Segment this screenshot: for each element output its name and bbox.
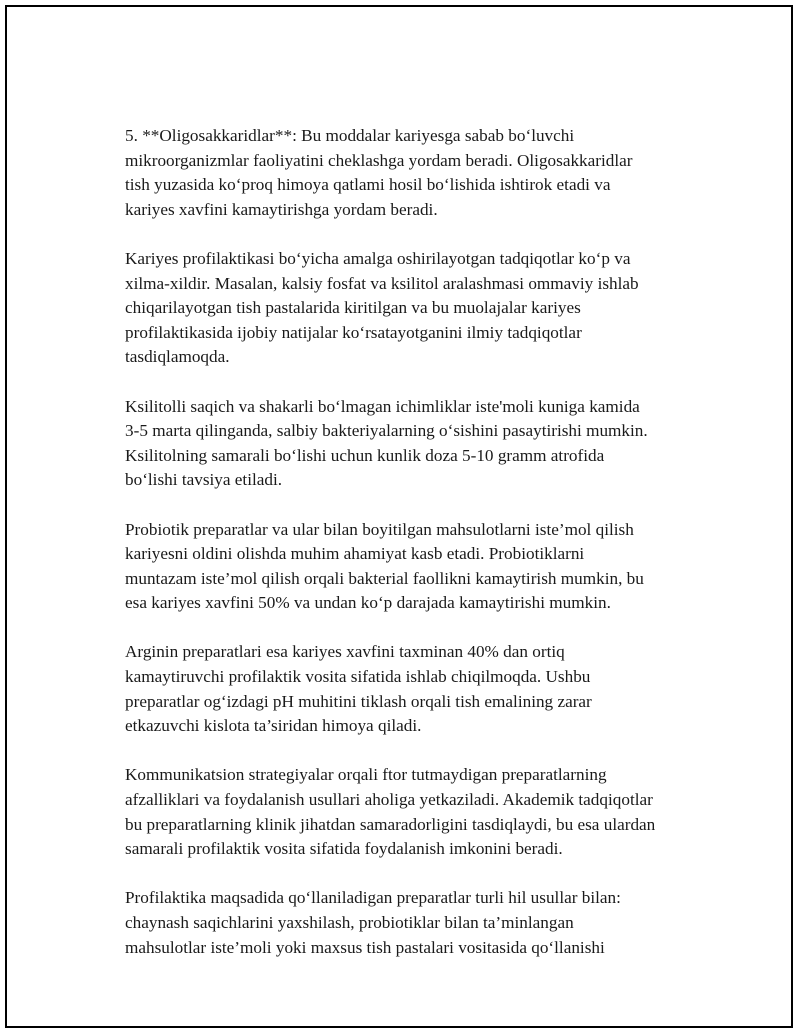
paragraph-xylitol	[125, 395, 725, 493]
text-line: chiqarilayotgan tish pastalarida kiritilgan va bu muolajalar kariyes	[125, 298, 581, 318]
text-line: profilaktikasida ijobiy natijalar ko‘rsatayotganini ilmiy tadqiqotlar	[125, 322, 582, 342]
text-line: kariyesni oldini olishda muhim ahamiyat kasb etadi. Probiotiklarni	[125, 544, 585, 564]
text-line: Probiotik preparatlar va ular bilan boyitilgan mahsulotlarni iste’mol qilish	[125, 519, 634, 539]
text-line: Kommunikatsion strategiyalar orqali ftor tutmaydigan preparatlarning	[125, 765, 607, 785]
text-line: Ksilitolning samarali bo‘lishi uchun kunlik doza 5-10 gramm atrofida	[125, 445, 605, 465]
text-line: muntazam iste’mol qilish orqali bakterial faollikni kamaytirish mumkin, bu	[125, 568, 644, 588]
text-line: tasdiqlamoqda.	[125, 347, 230, 367]
text-line: Kariyes profilaktikasi bo‘yicha amalga oshirilayotgan tadqiqotlar ko‘p va	[125, 248, 631, 268]
text-line: preparatlar og‘izdagi pH muhitini tiklash orqali tish emalining zarar	[125, 691, 592, 711]
paragraph-communication	[125, 763, 725, 861]
text-line: chaynash saqichlarini yaxshilash, probiotiklar bilan ta’minlangan	[125, 913, 574, 932]
document-body	[125, 124, 725, 985]
paragraph-oligosaccharides	[125, 124, 725, 222]
text-line: Profilaktika maqsadida qo‘llaniladigan preparatlar turli hil usullar bilan:	[125, 888, 621, 908]
paragraph-prophylaxis-methods	[125, 886, 725, 960]
text-line: afzalliklari va foydalanish usullari aholiga yetkaziladi. Akademik tadqiqotlar	[125, 790, 653, 810]
text-line: Arginin preparatlari esa kariyes xavfini taxminan 40% dan ortiq	[125, 642, 565, 662]
text-line: esa kariyes xavfini 50% va undan ko‘p darajada kamaytirishi mumkin.	[125, 593, 611, 613]
text-line: mikroorganizmlar faoliyatini cheklashga yordam beradi. Oligosakkaridlar	[125, 150, 633, 170]
page-frame	[5, 5, 793, 1028]
text-line: Ksilitolli saqich va shakarli bo‘lmagan ichimliklar iste'moli kuniga kamida	[125, 396, 640, 416]
text-line: kariyes xavfini kamaytirishga yordam beradi.	[125, 199, 438, 219]
text-line: etkazuvchi kislota ta’siridan himoya qiladi.	[125, 716, 422, 736]
text-line: samarali profilaktik vosita sifatida foydalanish imkonini beradi.	[125, 839, 563, 859]
text-line: bo‘lishi tavsiya etiladi.	[125, 470, 283, 490]
text-line: 3-5 marta qilinganda, salbiy bakteriyalarning o‘sishini pasaytirishi mumkin.	[125, 421, 648, 441]
text-line: kamaytiruvchi profilaktik vosita sifatida ishlab chiqilmoqda. Ushbu	[125, 667, 591, 687]
text-line: xilma-xildir. Masalan, kalsiy fosfat va ksilitol aralashmasi ommaviy ishlab	[125, 273, 639, 293]
text-line: tish yuzasida ko‘proq himoya qatlami hosil bo‘lishida ishtirok etadi va	[125, 175, 611, 195]
paragraph-arginine	[125, 640, 725, 738]
text-line: bu preparatlarning klinik jihatdan samaradorligini tasdiqlaydi, bu esa ulardan	[125, 814, 656, 834]
text-line: mahsulotlar iste’moli yoki maxsus tish pastalari vositasida qo‘llanishi	[125, 937, 605, 957]
paragraph-caries-research	[125, 247, 725, 370]
paragraph-probiotics	[125, 518, 725, 616]
text-line: 5. **Oligosakkaridlar**: Bu moddalar kariyesga sabab bo‘luvchi	[125, 126, 575, 145]
